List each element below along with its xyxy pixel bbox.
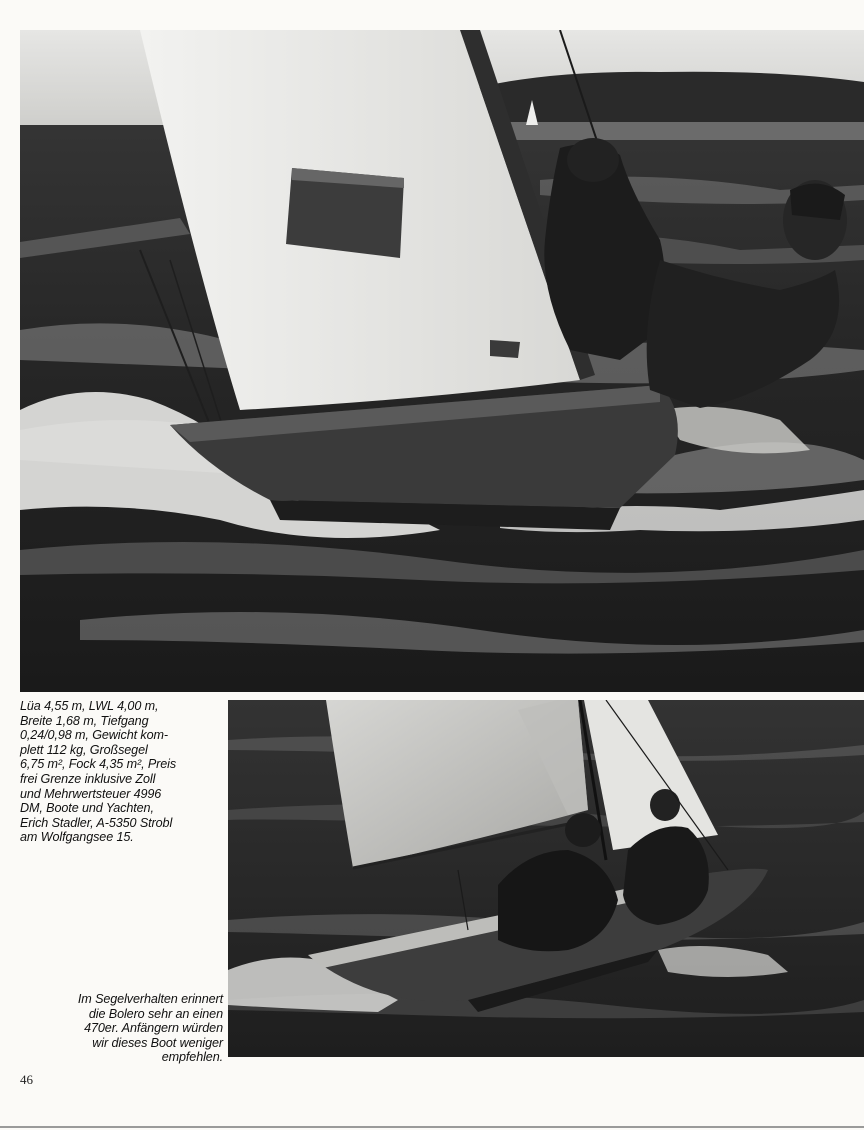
photo-bolero-sailing xyxy=(228,700,864,1057)
bottom-rule xyxy=(0,1126,864,1128)
caption-sailing-behaviour: Im Segelverhalten erinnert die Bolero sehr an einen 470er. Anfängern würden wir dieses Boot weniger empfehlen. xyxy=(77,992,223,1065)
photo-dinghy-closeup xyxy=(20,30,864,692)
caption-boat-specifications: Lüa 4,55 m, LWL 4,00 m, Breite 1,68 m, Tiefgang 0,24/0,98 m, Gewicht kom- plett 112 kg, Großsegel 6,75 m², Fock 4,35 m², Preis frei Grenze inklusive Zoll und Mehrwertsteuer 4996 DM, Boote und Yachten, Erich Stadler, A-5350 Strobl am Wolfgangsee 15. xyxy=(20,699,177,845)
page-number: 46 xyxy=(20,1072,33,1087)
